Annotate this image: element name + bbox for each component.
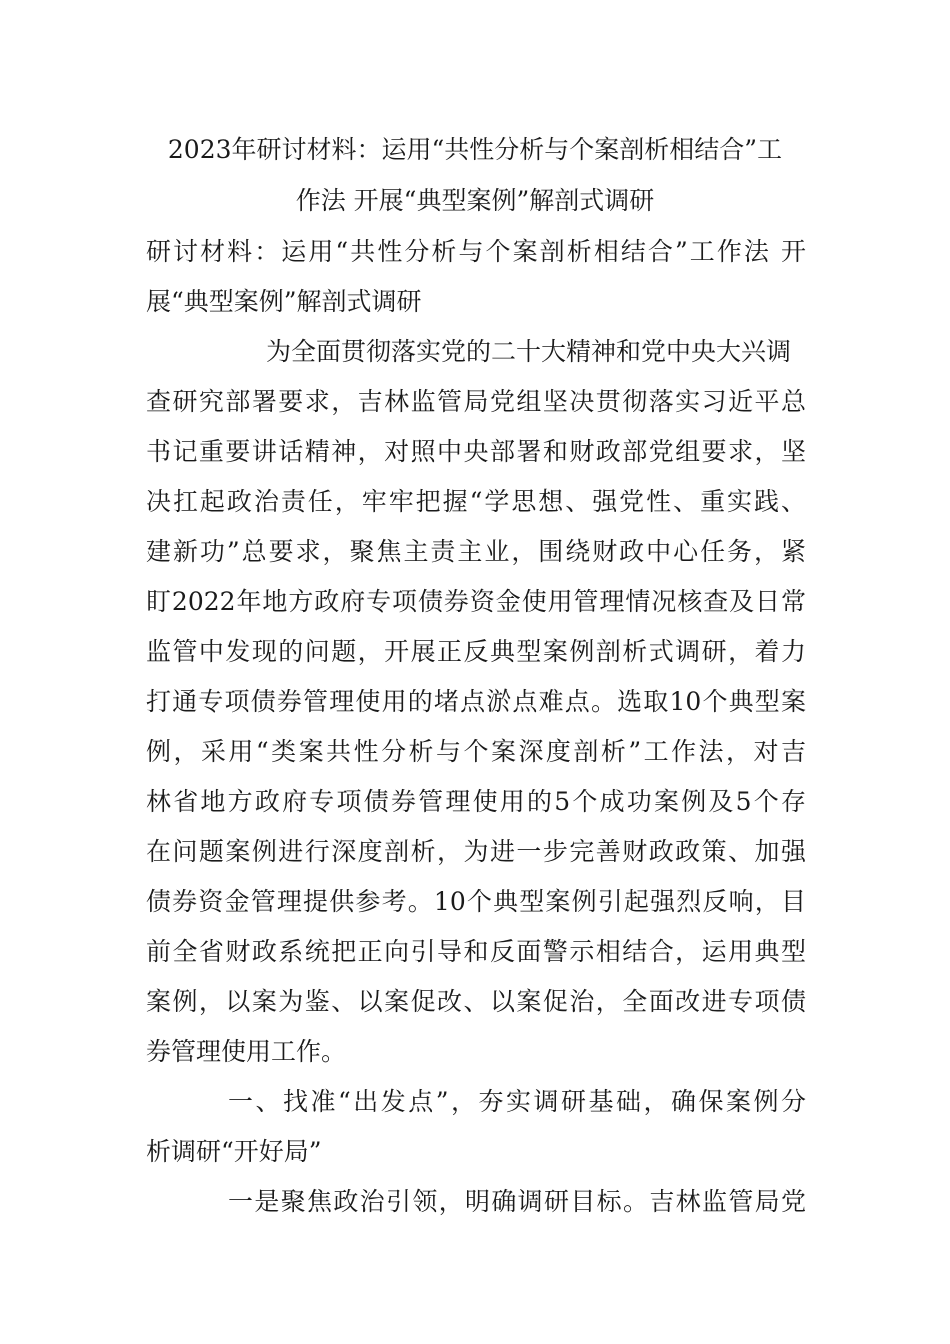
paragraph-1-line-6: 盯2022年地方政府专项债券资金使用管理情况核查及日常 xyxy=(146,587,806,616)
paragraph-1-line-3: 书记重要讲话精神，对照中央部署和财政部党组要求，坚 xyxy=(146,437,806,466)
paragraph-1-line-7: 监管中发现的问题，开展正反典型案例剖析式调研，着力 xyxy=(146,637,806,666)
paragraph-1-line-5: 建新功”总要求，聚焦主责主业，围绕财政中心任务，紧 xyxy=(146,537,806,566)
paragraph-1-line-15: 券管理使用工作。 xyxy=(146,1037,347,1066)
paragraph-1-line-14: 案例，以案为鉴、以案促改、以案促治，全面改进专项债 xyxy=(146,987,806,1016)
paragraph-1-line-12: 债券资金管理提供参考。10个典型案例引起强烈反响，目 xyxy=(146,887,806,916)
paragraph-1-line-11: 在问题案例进行深度剖析，为进一步完善财政政策、加强 xyxy=(146,837,806,866)
paragraph-2-line-1: 一是聚焦政治引领，明确调研目标。吉林监管局党 xyxy=(228,1187,806,1216)
paragraph-1-line-4: 决扛起政治责任，牢牢把握“学思想、强党性、重实践、 xyxy=(146,487,806,516)
document-subtitle-line-2: 展“典型案例”解剖式调研 xyxy=(146,287,422,316)
paragraph-1-line-2: 查研究部署要求，吉林监管局党组坚决贯彻落实习近平总 xyxy=(146,387,806,416)
paragraph-1-line-13: 前全省财政系统把正向引导和反面警示相结合，运用典型 xyxy=(146,937,806,966)
document-subtitle-line-1: 研讨材料：运用“共性分析与个案剖析相结合”工作法 开 xyxy=(146,237,806,266)
document-title-line-2: 作法 开展“典型案例”解剖式调研 xyxy=(295,186,655,215)
section-heading-1-line-1: 一、找准“出发点”，夯实调研基础，确保案例分 xyxy=(228,1087,806,1116)
paragraph-1-line-10: 林省地方政府专项债券管理使用的5个成功案例及5个存 xyxy=(146,787,806,816)
document-title-line-1: 2023年研讨材料：运用“共性分析与个案剖析相结合”工 xyxy=(167,135,783,164)
paragraph-1-line-1: 为全面贯彻落实党的二十大精神和党中央大兴调 xyxy=(266,337,792,366)
paragraph-1-line-9: 例，采用“类案共性分析与个案深度剖析”工作法，对吉 xyxy=(146,737,806,766)
section-heading-1-line-2: 析调研“开好局” xyxy=(146,1137,322,1166)
paragraph-1-line-8: 打通专项债券管理使用的堵点淤点难点。选取10个典型案 xyxy=(146,687,806,716)
